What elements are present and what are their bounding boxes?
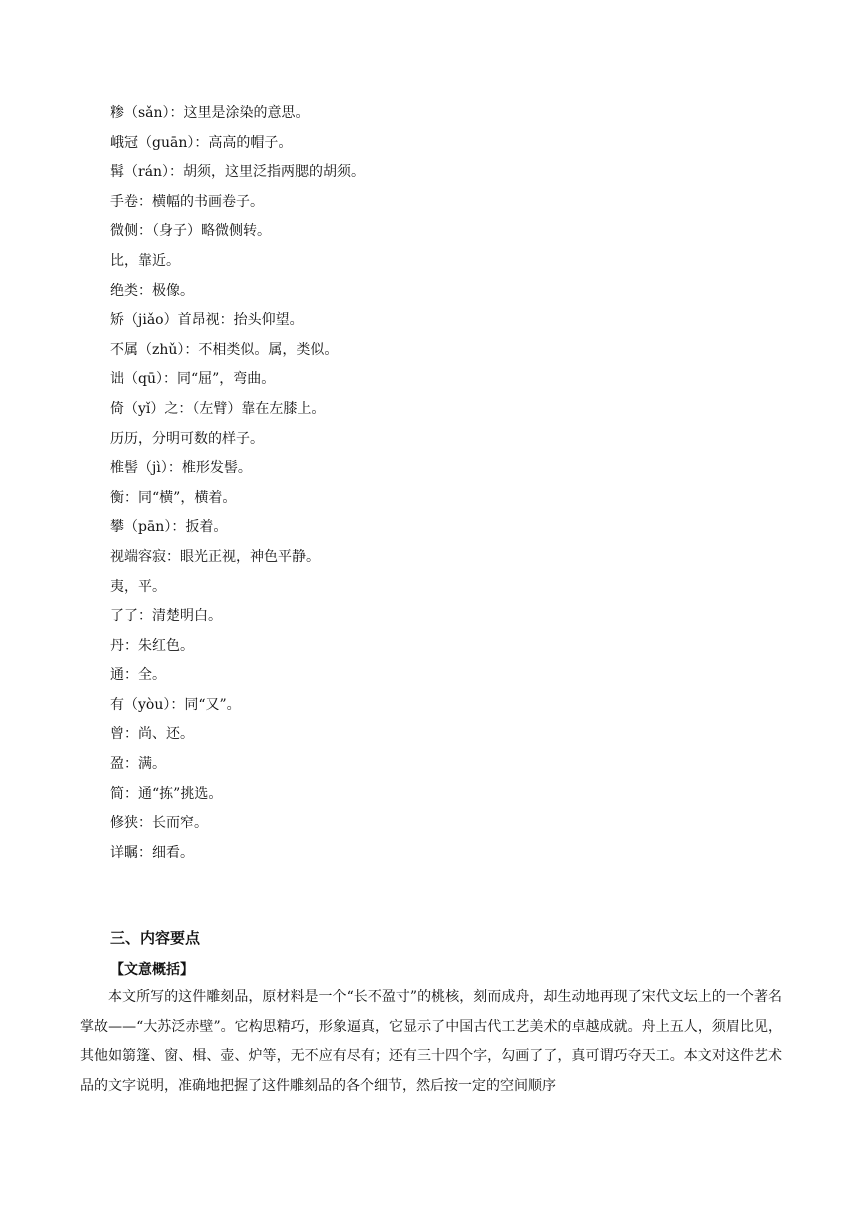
- glossary-item: 视端容寂：眼光正视，神色平静。: [110, 548, 320, 565]
- glossary-item: 绝类：极像。: [110, 282, 194, 299]
- glossary-item: 不属（zhǔ）：不相类似。属，类似。: [110, 341, 339, 358]
- glossary-item: 了了：清楚明白。: [110, 608, 222, 625]
- glossary-item: 丹：朱红色。: [110, 637, 194, 654]
- glossary-item: 简：通“拣”挑选。: [110, 785, 223, 802]
- glossary-item: 矫（jiǎo）首昂视：抬头仰望。: [110, 312, 304, 329]
- glossary-item: 历历，分明可数的样子。: [110, 430, 264, 447]
- glossary-item: 有（yòu）：同“又”。: [110, 696, 241, 713]
- glossary-item: 椎髻（jì）：椎形发髻。: [110, 460, 252, 477]
- glossary-item: 倚（yǐ）之：（左臂）靠在左膝上。: [110, 400, 326, 417]
- section-subheading: 【文意概括】: [110, 962, 194, 978]
- glossary-item: 详瞩：细看。: [110, 844, 194, 861]
- glossary-list: [110, 99, 790, 868]
- glossary-item: 髯（rán）：胡须，这里泛指两腮的胡须。: [110, 164, 366, 181]
- glossary-item: 比，靠近。: [110, 252, 180, 269]
- glossary-item: 衡：同“横”，横着。: [110, 489, 237, 506]
- glossary-item: 糁（sǎn）：这里是涂染的意思。: [110, 105, 310, 121]
- glossary-item: 修狭：长而窄。: [110, 815, 208, 832]
- glossary-item: 诎（qū）：同“屈”，弯曲。: [110, 371, 276, 388]
- section-heading: 三、内容要点: [110, 929, 201, 947]
- summary-paragraph: 本文所写的这件雕刻品，原材料是一个“长不盈寸”的桃核，刻而成舟，却生动地再现了宋代文坛上的一个著名掌故——“大苏泛赤壁”。它构思精巧，形象逼真，它显示了中国古代工艺美术的卓越成就。舟上五人，须眉比见，其他如篛篷、窗、楫、壶、炉等，无不应有尽有；还有三十四个字，勾画了了，真可谓巧夺天工。本文对这件艺术品的文字说明，准确地把握了这件雕刻品的各个细节，然后按一定的空间顺序: [80, 989, 782, 1094]
- glossary-item: 峨冠（guān）：高高的帽子。: [110, 134, 293, 151]
- glossary-item: 夷，平。: [110, 578, 166, 595]
- glossary-item: 手卷：横幅的书画卷子。: [110, 193, 264, 210]
- glossary-item: 通：全。: [110, 667, 166, 684]
- glossary-item: 曾：尚、还。: [110, 726, 194, 743]
- glossary-item: 盈：满。: [110, 756, 166, 773]
- glossary-item: 微侧：（身子）略微侧转。: [110, 223, 271, 240]
- glossary-item: 攀（pān）：扳着。: [110, 519, 228, 536]
